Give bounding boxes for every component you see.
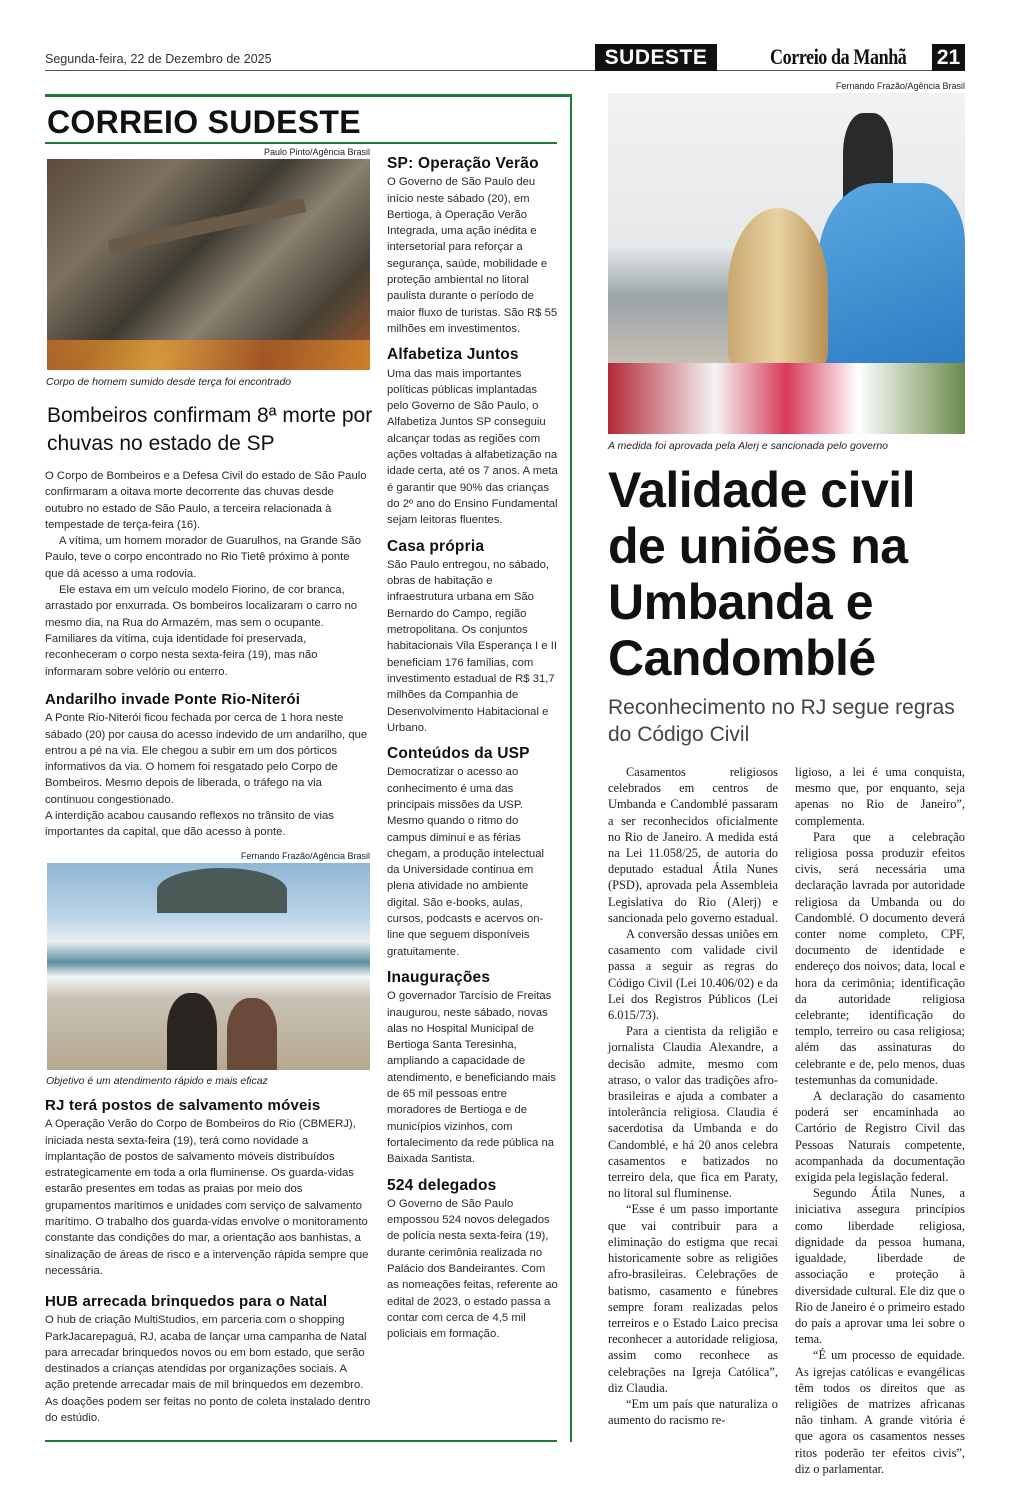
brief-text: O Governo de São Paulo deu início neste sábado (20), em Bertioga, à Operação Verão Integrada, uma ação inédita e intersetorial para reforçar a segurança, saúde, mobilidade e proteção ambiental no litoral paulista durante o período de maior fluxo de turistas. São R$ 55 milhões em investimentos. [387,176,558,335]
paragraph: “É um processo de equidade. As igrejas católicas e evangélicas têm todos os direitos que as religiões de matrizes africanas não tinham. A grande vitória é que agora os casamentos nesses ritos poderão ter efeitos civis”, diz o parlamentar. [795,1348,965,1476]
story-andarilho [45,692,371,841]
photo-credit: Paulo Pinto/Agência Brasil [263,147,370,157]
paragraph: O Corpo de Bombeiros e a Defesa Civil do estado de São Paulo confirmaram a oitava morte decorrente das chuvas desde outubro no estado de São Paulo, a terceira relacionada à tempestade de terça-feira (16). [45,470,367,531]
header-rule [45,70,965,71]
brief-text: São Paulo entregou, no sábado, obras de habitação e infraestrutura urbana em São Bernardo do Campo, região metropolitana. Os conjuntos habitacionais Vila Esperança I e II beneficiam 176 famílias, com investimento estadual de R$ 31,7 milhões da Companhia de Desenvolvimento Habitacional e Urbano. [387,558,557,734]
paragraph: A interdição acabou causando reflexos no trânsito de vias importantes da capital, que dão acesso à ponte. [45,810,334,839]
paragraph: O hub de criação MultiStudios, em parceria com o shopping ParkJacarepaguá, RJ, acaba de lançar uma campanha de Natal para arrecadar brinquedos novos ou em bom estado, que serão destinados a crianças atendidas por organizações sociais. A ação pretende arrecadar mais de mil brinquedos em dezembro. As doações podem ser feitas no ponto de coleta instalado dentro do estúdio. [45,1314,371,1425]
brief-item [387,156,558,337]
paragraph: A Ponte Rio-Niterói ficou fechada por cerca de 1 hora neste sábado (20) por causa do acesso indevido de um andarilho, que entrou a pé na via. Ele chegou a subir em um dos pórticos informativos da via. O homem foi resgatado pelo Corpo de Bombeiros. Mesmo depois de liberada, o tráfego na via continuou congestionado. [45,712,368,806]
brief-title: Alfabetiza Juntos [387,346,519,364]
brief-title: 524 delegados [387,1176,497,1194]
story-title: HUB arrecada brinquedos para o Natal [45,1293,328,1310]
paragraph: ligioso, a lei é uma conquista, mesmo que, por enquanto, seja apenas no Rio de Janeiro”, complementa. [795,765,965,828]
brief-item [387,746,558,960]
paragraph: Segundo Átila Nunes, a iniciativa assegura princípios como liberdade religiosa, dignidade da pessoa humana, igualdade, liberdade de associação e proteção à diversidade cultural. Ele diz que o Rio de Janeiro é o primeiro estado do país a aprovar uma lei sobre o tema. [795,1186,965,1347]
paragraph: A declaração do casamento poderá ser encaminhada ao Cartório de Registro Civil das Pessoas Naturais competente, acompanhada da documentação exigida pela legislação federal. [795,1089,965,1185]
article-column-2 [795,764,965,1477]
section-frame-bottom [45,1440,557,1442]
article-column-1 [608,764,778,1428]
paragraph: A Operação Verão do Corpo de Bombeiros do Rio (CBMERJ), iniciada nesta sexta-feira (19), terá como novidade a implantação de postos de salvamento móveis distribuídos estrategicamente em toda a orla fluminense. Os guarda-vidas estarão presentes em todas as praias por meio dos grupamentos marítimos e unidades com serviço de salvamento marítimo. O trabalho dos guarda-vidas envolve o monitoramento constante das condições do mar, a orientação aos banhistas, a sinalização de áreas de risco e a intervenção rápida sempre que necessária. [45,1118,369,1277]
subheadline: Reconhecimento no RJ segue regras do Código Civil [608,696,955,746]
brief-title: Casa própria [387,537,485,555]
paragraph: Ele estava em um veículo modelo Fiorino, de cor branca, arrastado por enxurrada. Os bombeiros localizaram o carro no mesmo dia, na Rua do Armazém, mas sem o ocupante. Familiares da vítima, cuja identidade foi preservada, reconheceram o corpo nesta sexta-feira (19), mas não informaram sobre velório ou enterro. [45,584,358,678]
paragraph: A vítima, um homem morador de Guarulhos, na Grande São Paulo, teve o corpo encontrado no Rio Tietê próximo à ponte que dá acesso a uma rodovia. [45,535,362,580]
paragraph: “Esse é um passo importante que vai contribuir para a eliminação do estigma que recai historicamente sobre as religiões afro-brasileiras. Celebrações de batismo, casamento e fúnebres sempre foram realizadas pelos terreiros e o Estado Laico precisa reconhecer a autoridade religiosa, assim como reconhece as celebrações na Igreja Católica”, diz Claudia. [608,1202,778,1395]
issue-date: Segunda-feira, 22 de Dezembro de 2025 [45,52,272,66]
photo-fallen-tree [47,159,370,370]
brief-text: O Governo de São Paulo empossou 524 novos delegados de polícia nesta sexta-feira (19), durante cerimônia realizada no Palácio dos Bandeirantes. Com as nomeações feitas, referente ao edital de 2023, o estado passa a contar com cerca de 4,5 mil policiais em formação. [387,1197,558,1341]
section-title-rule [45,142,557,144]
news-briefs-column [387,156,558,1352]
main-story-headline: Bombeiros confirmam 8ª morte por chuvas no estado de SP [47,404,373,455]
photo-caption: Objetivo é um atendimento rápido e mais eficaz [46,1075,268,1087]
photo-credit: Fernando Frazão/Agência Brasil [835,81,965,91]
brief-item [387,347,558,528]
paragraph: Para que a celebração religiosa possa produzir efeitos civis, será necessária uma declaração lavrada por autoridade religiosa da Umbanda ou do Candomblé. O documento deverá conter nome completo, CPF, documento de identidade e endereço dos noivos; data, local e hora da cerimônia; identificação da autoridade religiosa celebrante; identificação do templo, terreiro ou casa religiosa; além das assinaturas do celebrante e de, pelo menos, duas testemunhas da comunidade. [795,829,965,1087]
story-rj-salvamento [45,1098,371,1279]
brief-item [387,970,558,1168]
main-headline: Validade civil de uniões na Umbanda e Candomblé [608,462,916,686]
brief-text: Democratizar o acesso ao conhecimento é uma das principais missões da USP. Mesmo quando o ritmo do campus diminui e as férias chegam, a produção intelectual da Universidade continua em plena atividade no ambiente digital. São e-books, aulas, cursos, podcasts e acervos on-line que seguem disponíveis gratuitamente. [387,766,545,958]
brief-item [387,1178,558,1343]
newspaper-masthead: Correio da Manhã [770,44,907,69]
paragraph: Para a cientista da religião e jornalista Claudia Alexandre, a decisão admite, mesmo com atraso, o valor das tradições afro-brasileiras e ajuda a combater a intolerância religiosa. Claudia é sacerdotisa da Umbanda e do Candomblé, e há 20 anos celebra casamentos e batizados no terreiro dela, que fica em Paraty, no litoral sul fluminense. [608,1024,778,1201]
photo-iemanja-statue [608,93,965,434]
paragraph: A conversão dessas uniões em casamento com validade civil passa a seguir as regras do Código Civil (Lei 10.406/02) e da Lei dos Registros Públicos (Lei 6.015/73). [608,927,778,1023]
main-story-body [45,468,371,680]
brief-text: O governador Tarcísio de Freitas inaugurou, neste sábado, novas alas no Hospital Municipal de Bertioga Santa Teresinha, ampliando a capacidade de atendimento, e beneficiando mais de 65 mil pessoas entre moradores de Bertioga e de municípios vizinhos, com fortalecimento da rede pública na Baixada Santista. [387,990,556,1166]
paragraph: “Em um país que naturaliza o aumento do racismo re- [608,1396,778,1428]
section-frame-top [45,94,572,97]
brief-title: Conteúdos da USP [387,745,530,763]
page-number: 21 [932,44,965,71]
brief-title: SP: Operação Verão [387,155,539,172]
brief-title: Inaugurações [387,968,491,986]
brief-item [387,539,558,737]
story-hub-brinquedos [45,1294,371,1426]
photo-beach-waves [47,863,370,1070]
photo-caption: A medida foi aprovada pela Alerj e sancionada pelo governo [608,440,888,452]
section-tag: SUDESTE [595,44,717,71]
paragraph: Casamentos religiosos celebrados em centros de Umbanda e Candomblé passaram a ser reconhecidos oficialmente no Rio de Janeiro. A medida está na Lei 11.058/25, de autoria do deputado estadual Átila Nunes (PSD), aprovada pela Assembleia Legislativa do Rio (Alerj) e sancionada pelo governo estadual. [608,765,778,925]
section-title: CORREIO SUDESTE [47,104,361,140]
photo-credit: Fernando Frazão/Agência Brasil [240,851,370,861]
brief-text: Uma das mais importantes políticas públicas implantadas pelo Governo de São Paulo, o Alfabetiza Juntos SP conseguiu alcançar todas as regiões com ações voltadas à alfabetização na idade certa, até os 7 anos. A meta é garantir que 90% das crianças do 2º ano do Ensino Fundamental sejam leitoras fluentes. [387,367,558,527]
story-title: RJ terá postos de salvamento móveis [45,1097,321,1114]
photo-caption: Corpo de homem sumido desde terça foi encontrado [46,376,292,388]
section-frame-right [570,94,572,1442]
story-title: Andarilho invade Ponte Rio-Niterói [45,691,301,708]
